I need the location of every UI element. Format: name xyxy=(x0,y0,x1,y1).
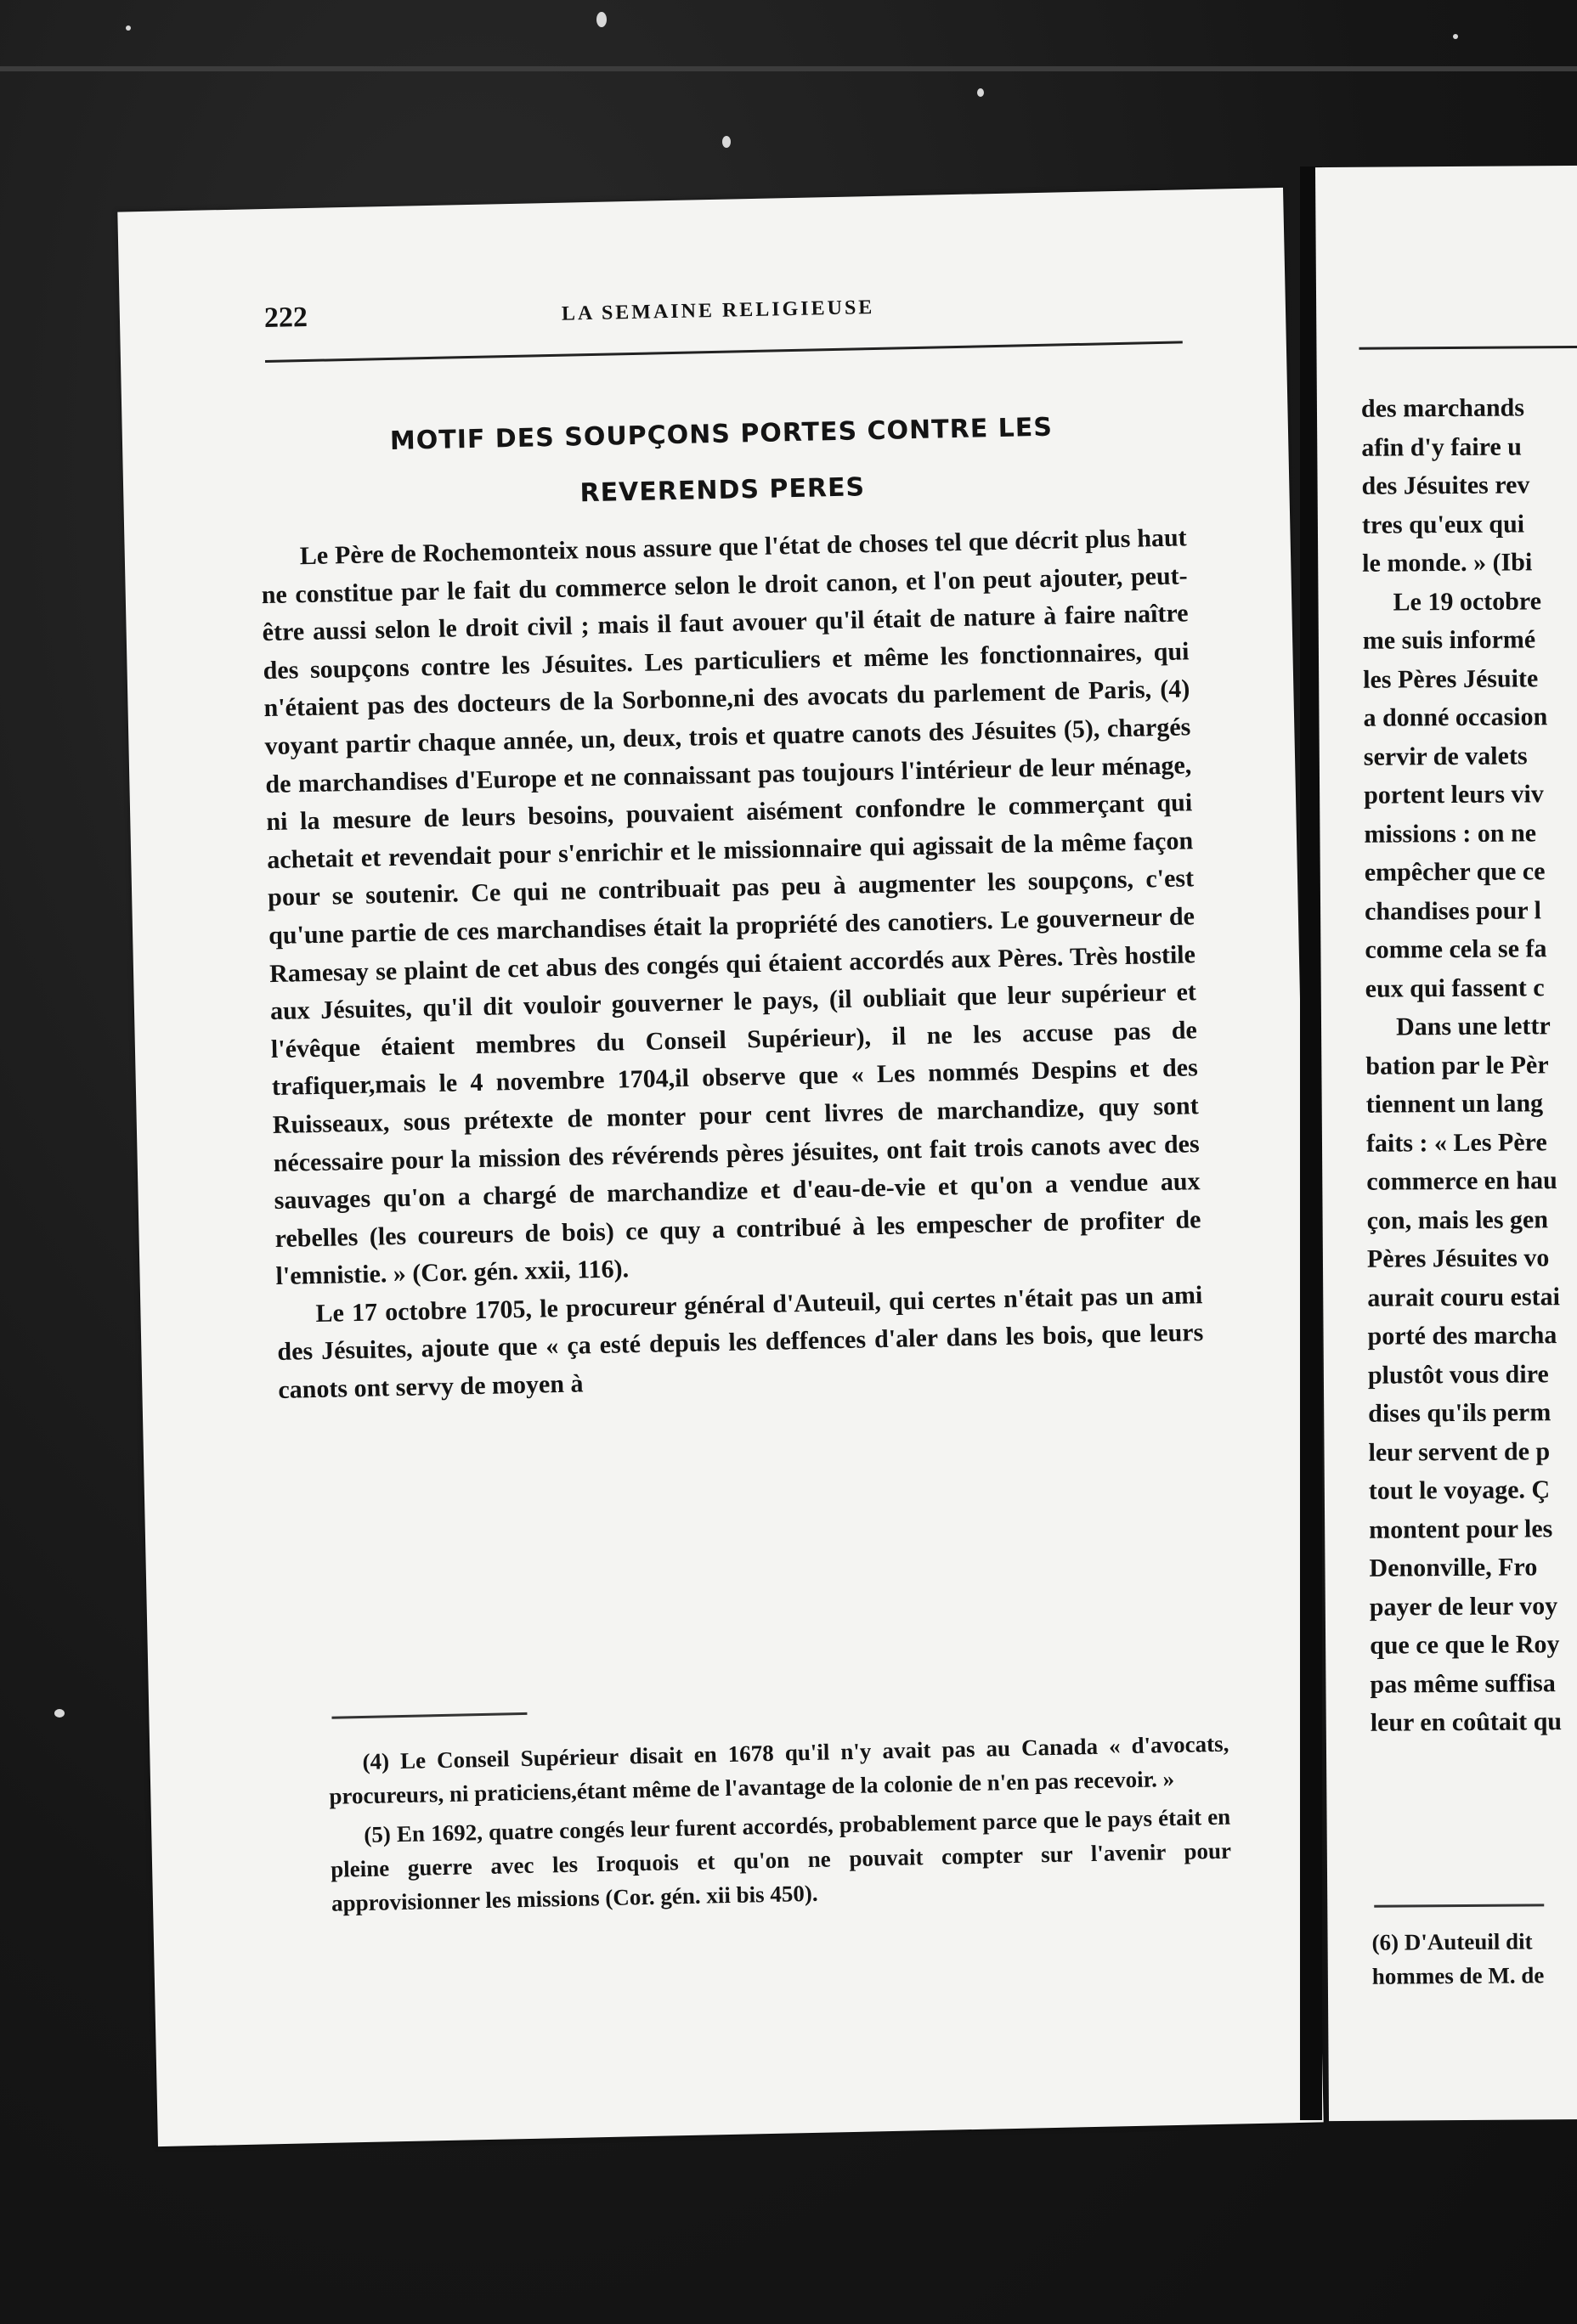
microfilm-edge-line xyxy=(0,66,1577,71)
text-line: Denonville, Fro xyxy=(1369,1553,1538,1582)
footnote: (4) Le Conseil Supérieur disait en 1678 qu'il n'y avait pas au Canada « d'avocats, procureurs, ni praticiens,étant même de l'avantage de la colonie de n'en pas recevoir. » xyxy=(329,1730,1229,1809)
dust-speck xyxy=(54,1709,65,1718)
text-line: leur servent de p xyxy=(1368,1436,1551,1467)
footnote-rule xyxy=(1374,1904,1544,1907)
text-line: Pères Jésuites vo xyxy=(1366,1244,1550,1273)
dust-speck xyxy=(977,88,984,97)
text-line: Dans une lettr xyxy=(1395,1012,1551,1041)
left-page xyxy=(117,188,1323,2146)
text-line: le monde. » (Ibi xyxy=(1362,548,1533,578)
right-page xyxy=(1315,166,1577,2121)
text-line: que ce que le Roy xyxy=(1370,1630,1560,1660)
text-line: eux qui fassent c xyxy=(1365,973,1545,1003)
dust-speck xyxy=(126,25,131,31)
paragraph: Le Père de Rochemonteix nous assure que l'état de choses tel que décrit plus haut ne constitue par le fait du commerce selon le droit canon, et l'on peut ajouter, peut-être aussi selon le droit civil ; mais il faut avouer qu'il était de nature à faire naître des soupçons contre les Jésuites. Les particuliers et même les fonctionnaires, qui n'étaient pas des docteurs de la Sorbonne,ni des avocats du parlement de Paris, (4) voyant partir chaque année, un, deux, trois et quatre canots des Jésuites (5), chargés de marchandises d'Europe et ne connaissant pas toujours l'intérieur de leur ménage, ni la mesure de leurs besoins, pouvaient aisément confondre le commerçant qui achetait et revendait pour s'enrichir et le missionnaire qui agissait de la même façon pour se soutenir. Ce qui ne contribuait pas peu à augmenter les soupçons, c'est qu'une partie de ces marchandises était la propriété des canotiers. Le gouverneur de Ramesay se plaint de cet abus des congés qui étaient accordés aux Pères. Très hostile aux Jésuites, qu'il dit vouloir gouverner le pays, (il oubliait que leur supérieur et l'évêque étaient membres du Conseil Supérieur), il ne les accuse pas de trafiquer,mais le 4 novembre 1704,il observe que « Les nommés Despins et des Ruisseaux, sous prétexte de monter pour cent livres de marchandize, quy sont nécessaire pour la mission des révérends pères jésuites, ont fait trois canots avec des sauvages qu'on a chargé de marchandize et d'eau-de-vie et qu'on a vendue aux rebelles (les coureurs de bois) ce quy a contribué à les empescher de profiter de l'emnistie. » (Cor. gén. xxii, 116). xyxy=(261,523,1201,1291)
running-head xyxy=(264,283,1191,353)
text-line: tres qu'eux qui xyxy=(1361,509,1525,539)
header-rule xyxy=(1359,346,1577,350)
text-line: comme cela se fa xyxy=(1365,934,1547,964)
text-line: aurait couru estai xyxy=(1367,1282,1561,1312)
page-number: 222 xyxy=(263,301,308,335)
text-line: missions : on ne xyxy=(1364,818,1537,849)
text-line: pas même suffisa xyxy=(1370,1668,1556,1699)
text-line: me suis informé xyxy=(1362,625,1536,655)
text-line: les Pères Jésuite xyxy=(1363,663,1539,694)
dust-speck xyxy=(722,136,731,148)
heading-line-2: REVERENDS PERES xyxy=(579,472,866,509)
text-line: chandises pour l xyxy=(1364,895,1542,926)
section-heading xyxy=(257,397,1186,528)
text-line: des Jésuites rev xyxy=(1361,471,1530,500)
text-line: afin d'y faire u xyxy=(1361,432,1523,462)
text-line: des marchands xyxy=(1360,393,1525,423)
text-line: porté des marcha xyxy=(1367,1321,1557,1351)
footnote-rule xyxy=(331,1712,527,1719)
running-title: LA SEMAINE RELIGIEUSE xyxy=(561,296,875,325)
text-line: tout le voyage. Ç xyxy=(1368,1475,1551,1505)
footnotes xyxy=(1371,1922,1577,1993)
paragraph: Le 17 octobre 1705, le procureur général d'Auteuil, qui certes n'était pas un ami des Jésuites, ajoute que « ça esté depuis les deffences d'aler dans les bois, que leurs canots ont servy de moyen à xyxy=(277,1281,1204,1405)
text-line: commerce en hau xyxy=(1366,1166,1557,1196)
heading-line-1: MOTIF DES SOUPÇONS PORTES CONTRE LES xyxy=(389,412,1054,456)
text-line: çon, mais les gen xyxy=(1366,1204,1549,1235)
text-line: tiennent un lang xyxy=(1365,1089,1544,1119)
footnotes xyxy=(328,1727,1232,1926)
footnote-line: hommes de M. de xyxy=(1371,1962,1545,1989)
text-line: bation par le Pèr xyxy=(1365,1050,1549,1080)
text-line: servir de valets xyxy=(1363,741,1528,771)
dust-speck xyxy=(596,12,607,27)
text-line: empêcher que ce xyxy=(1364,857,1546,887)
text-line: leur en coûtait qu xyxy=(1370,1707,1563,1737)
text-line: Le 19 octobre xyxy=(1393,586,1542,617)
text-line: payer de leur voy xyxy=(1369,1591,1558,1622)
right-page-text xyxy=(1361,386,1577,1742)
footnote: (5) En 1692, quatre congés leur furent accordés, probablement parce que le pays était en pleine guerre avec les Iroquois et qu'on ne pouvait compter sur l'avenir pour approvisionner les missions (Cor. gén. xii bis 450). xyxy=(330,1803,1232,1916)
text-line: a donné occasion xyxy=(1363,702,1548,732)
text-line: plustôt vous dire xyxy=(1367,1359,1549,1390)
body-text xyxy=(260,519,1204,1409)
text-line: portent leurs viv xyxy=(1364,780,1544,809)
text-line: dises qu'ils perm xyxy=(1368,1398,1552,1428)
dust-speck xyxy=(1453,34,1458,39)
text-line: faits : « Les Père xyxy=(1365,1127,1547,1158)
footnote-line: (6) D'Auteuil dit xyxy=(1371,1928,1533,1955)
text-line: montent pour les xyxy=(1369,1514,1553,1544)
